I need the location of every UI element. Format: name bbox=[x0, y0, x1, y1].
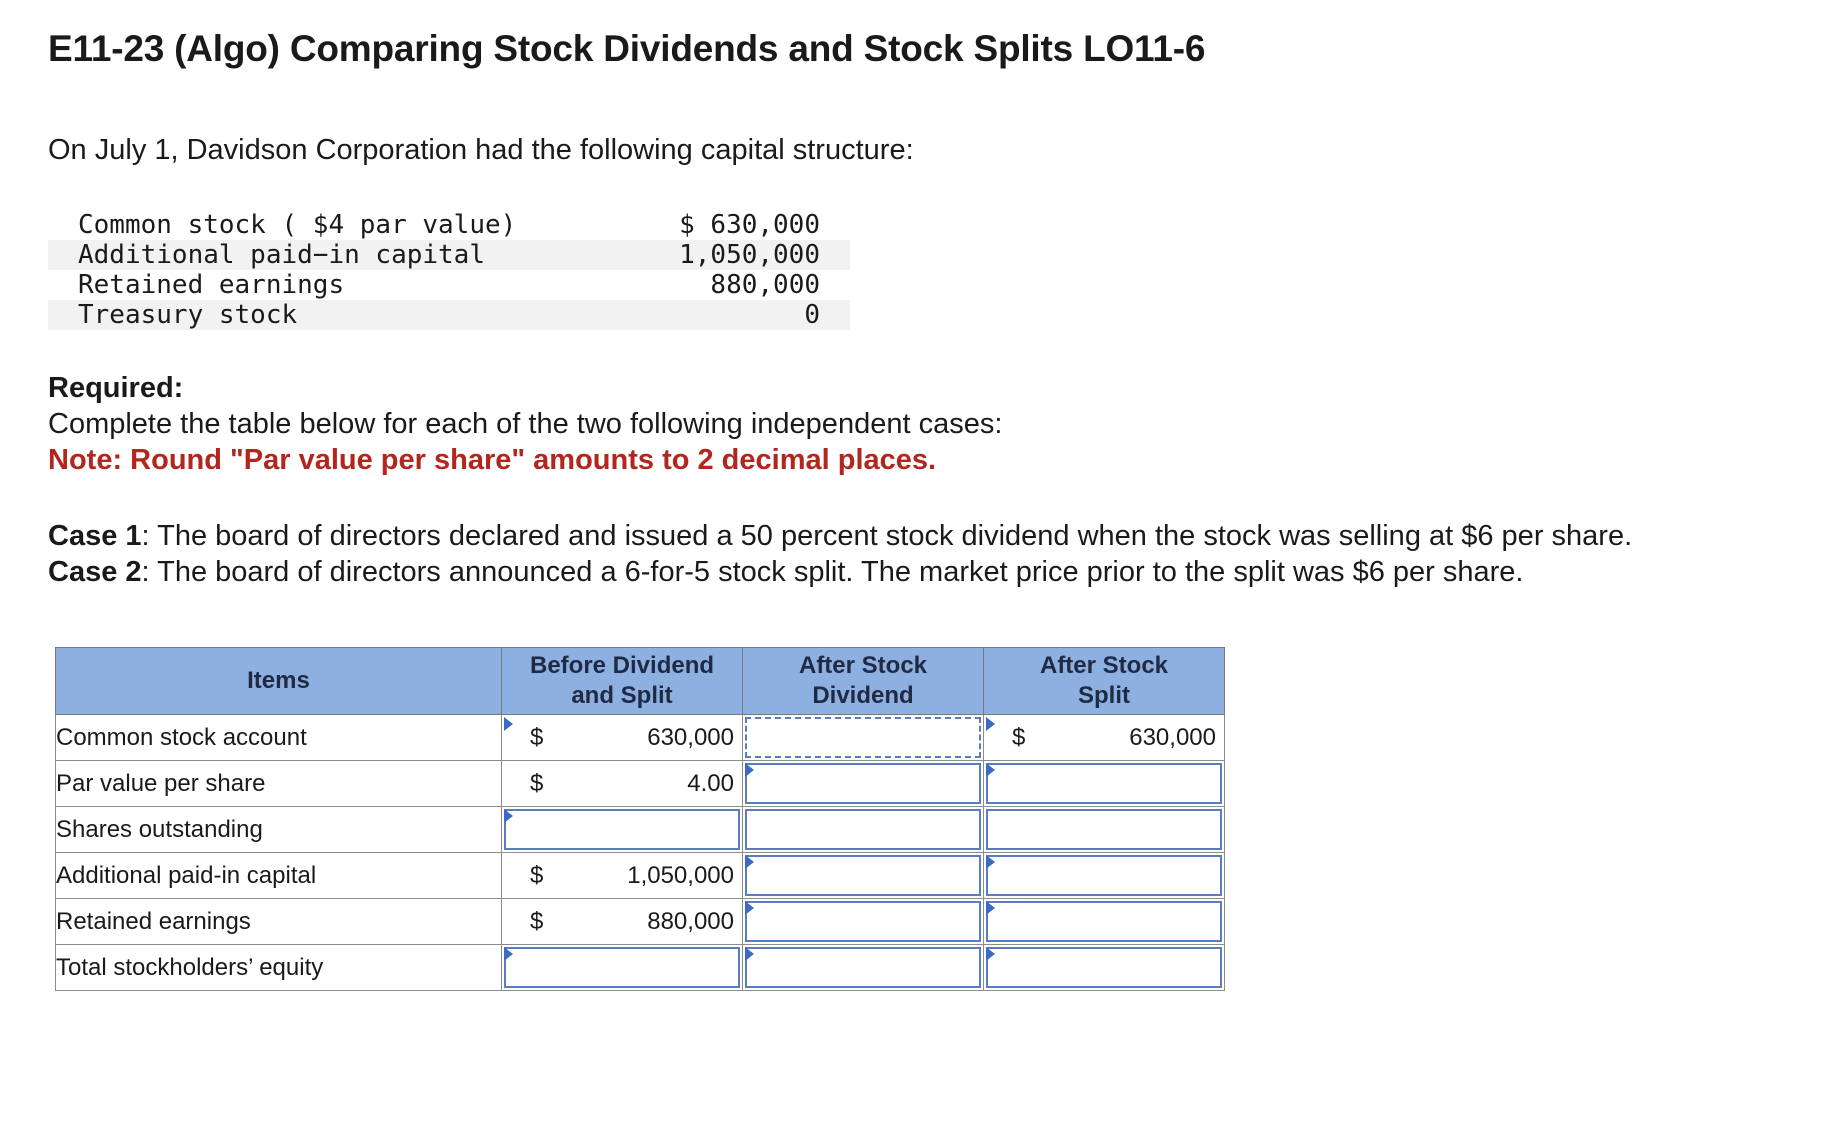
capital-row bbox=[48, 210, 850, 240]
capital-row bbox=[48, 300, 850, 330]
cell-marker-icon bbox=[745, 763, 754, 777]
dollar-sign: $ bbox=[530, 724, 544, 751]
before-input[interactable] bbox=[502, 945, 743, 991]
input-box[interactable] bbox=[986, 901, 1222, 942]
case-label: Case 1 bbox=[48, 520, 142, 552]
cell-marker-icon bbox=[986, 717, 995, 731]
cell-marker-icon bbox=[504, 717, 513, 731]
input-box[interactable] bbox=[745, 901, 981, 942]
input-box[interactable] bbox=[986, 855, 1222, 896]
before-cell bbox=[502, 899, 743, 945]
cell-marker-icon bbox=[745, 855, 754, 869]
after-dividend-input[interactable] bbox=[743, 715, 984, 761]
row-label: Shares outstanding bbox=[56, 807, 502, 853]
dollar-sign: $ bbox=[530, 908, 544, 935]
capital-label: Common stock ( $4 par value) bbox=[78, 210, 517, 240]
capital-amount: 1,050,000 bbox=[679, 240, 820, 270]
after-split-input[interactable] bbox=[984, 853, 1225, 899]
input-box[interactable] bbox=[745, 947, 981, 988]
table-row bbox=[56, 715, 1225, 761]
row-label: Retained earnings bbox=[56, 899, 502, 945]
capital-row bbox=[48, 270, 850, 300]
cell-value: 630,000 bbox=[647, 724, 734, 751]
table-row bbox=[56, 761, 1225, 807]
cell-marker-icon bbox=[745, 901, 754, 915]
cell-value: 880,000 bbox=[647, 908, 734, 935]
input-box[interactable] bbox=[986, 809, 1222, 850]
input-box[interactable] bbox=[504, 947, 740, 988]
header-row bbox=[56, 648, 1225, 715]
input-box[interactable] bbox=[504, 809, 740, 850]
required-heading: Required: bbox=[48, 372, 184, 404]
cell-marker-icon bbox=[504, 809, 513, 823]
table-row bbox=[56, 899, 1225, 945]
intro-text: On July 1, Davidson Corporation had the following capital structure: bbox=[48, 134, 914, 166]
after-split-input[interactable] bbox=[984, 807, 1225, 853]
header-after-dividend: After Stock Dividend bbox=[743, 648, 984, 715]
capital-amount: 0 bbox=[804, 300, 820, 330]
cell-marker-icon bbox=[504, 947, 513, 961]
table-row bbox=[56, 853, 1225, 899]
input-box[interactable] bbox=[745, 809, 981, 850]
required-text: Complete the table below for each of the two following independent cases: bbox=[48, 408, 1003, 440]
cell-marker-icon bbox=[745, 947, 754, 961]
capital-amount: $ 630,000 bbox=[679, 210, 820, 240]
row-label: Common stock account bbox=[56, 715, 502, 761]
input-box[interactable] bbox=[986, 947, 1222, 988]
input-box[interactable] bbox=[745, 763, 981, 804]
table-row bbox=[56, 945, 1225, 991]
cell-marker-icon bbox=[986, 763, 995, 777]
after-split-input[interactable] bbox=[984, 899, 1225, 945]
capital-row bbox=[48, 240, 850, 270]
after-split-cell bbox=[984, 715, 1225, 761]
header-before: Before Dividend and Split bbox=[502, 648, 743, 715]
page-title: E11-23 (Algo) Comparing Stock Dividends and Stock Splits LO11-6 bbox=[48, 28, 1206, 69]
input-box[interactable] bbox=[745, 717, 981, 758]
row-label: Total stockholders’ equity bbox=[56, 945, 502, 991]
before-cell bbox=[502, 853, 743, 899]
capital-label: Additional paid−in capital bbox=[78, 240, 485, 270]
case-2-text bbox=[48, 556, 1523, 589]
after-split-input[interactable] bbox=[984, 945, 1225, 991]
worksheet-table bbox=[55, 647, 1225, 991]
cell-marker-icon bbox=[986, 947, 995, 961]
after-dividend-input[interactable] bbox=[743, 899, 984, 945]
after-dividend-input[interactable] bbox=[743, 945, 984, 991]
capital-label: Treasury stock bbox=[78, 300, 298, 330]
cell-marker-icon bbox=[986, 855, 995, 869]
after-dividend-input[interactable] bbox=[743, 761, 984, 807]
case-1-text bbox=[48, 520, 1632, 553]
dollar-sign: $ bbox=[1012, 724, 1026, 751]
after-dividend-input[interactable] bbox=[743, 853, 984, 899]
input-box[interactable] bbox=[986, 763, 1222, 804]
cell-value: 1,050,000 bbox=[627, 862, 734, 889]
capital-structure-table bbox=[48, 210, 850, 330]
cell-value: 4.00 bbox=[687, 770, 734, 797]
dollar-sign: $ bbox=[530, 862, 544, 889]
row-label: Additional paid-in capital bbox=[56, 853, 502, 899]
table-row bbox=[56, 807, 1225, 853]
case-description: : The board of directors announced a 6-for-5 stock split. The market price prior to the split was $6 per share. bbox=[141, 556, 1524, 588]
after-dividend-input[interactable] bbox=[743, 807, 984, 853]
rounding-note: Note: Round "Par value per share" amounts to 2 decimal places. bbox=[48, 444, 937, 476]
case-description: : The board of directors declared and issued a 50 percent stock dividend when the stock was selling at $6 per share. bbox=[141, 520, 1633, 552]
after-split-input[interactable] bbox=[984, 761, 1225, 807]
row-label: Par value per share bbox=[56, 761, 502, 807]
input-box[interactable] bbox=[745, 855, 981, 896]
before-cell bbox=[502, 761, 743, 807]
cell-value: 630,000 bbox=[1129, 724, 1216, 751]
case-label: Case 2 bbox=[48, 556, 142, 588]
dollar-sign: $ bbox=[530, 770, 544, 797]
header-after-split: After Stock Split bbox=[984, 648, 1225, 715]
capital-label: Retained earnings bbox=[78, 270, 345, 300]
cell-marker-icon bbox=[986, 901, 995, 915]
capital-amount: 880,000 bbox=[710, 270, 820, 300]
header-items: Items bbox=[56, 648, 502, 715]
before-input[interactable] bbox=[502, 807, 743, 853]
before-cell bbox=[502, 715, 743, 761]
